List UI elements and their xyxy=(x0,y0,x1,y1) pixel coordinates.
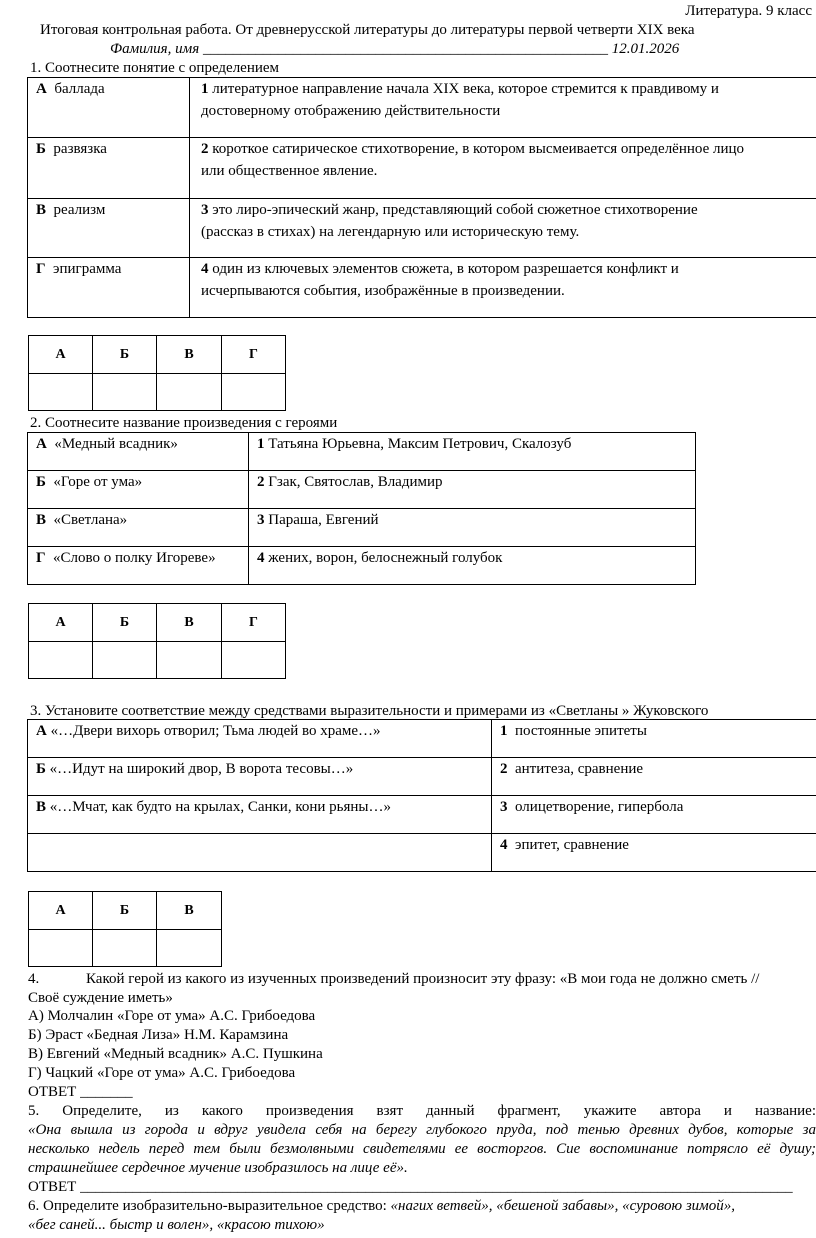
table-row: В «Светлана» 3 Параша, Евгений xyxy=(28,509,696,547)
q4-option-a[interactable]: А) Молчалин «Горе от ума» А.С. Грибоедова xyxy=(28,1008,316,1024)
q4-option-b[interactable]: Б) Эраст «Бедная Лиза» Н.М. Карамзина xyxy=(28,1027,289,1043)
page-title: Итоговая контрольная работа. От древнерусской литературы до литературы первой четверти XIX века xyxy=(40,22,695,38)
q5-quote-line: «Она вышла из города и вдруг увидела себя на берегу глубокого пруда, под тенью древних дубов, которые за xyxy=(28,1122,816,1138)
answer-header: В xyxy=(157,336,222,374)
answer-header: В xyxy=(157,604,222,642)
answer-header: В xyxy=(157,892,222,930)
table-row: А «…Двери вихорь отворил; Тьма людей во храме…» 1 постоянные эпитеты xyxy=(28,720,816,758)
answer-header: А xyxy=(29,336,93,374)
q3-heading: 3. Установите соответствие между средствами выразительности и примерами из «Светланы » Жуковского xyxy=(30,703,709,719)
answer-header: Б xyxy=(93,604,157,642)
table-row: 4 эпитет, сравнение xyxy=(28,834,816,872)
answer-cell[interactable] xyxy=(29,642,93,679)
answer-cell[interactable] xyxy=(157,642,222,679)
q6-question: 6. Определите изобразительно-выразительное средство: «нагих ветвей», «бешеной забавы», «суровою зимой», xyxy=(28,1198,735,1214)
answer-cell[interactable] xyxy=(157,374,222,411)
answer-cell[interactable] xyxy=(222,374,286,411)
answer-cell[interactable] xyxy=(157,930,222,967)
answer-cell[interactable] xyxy=(93,930,157,967)
q4-option-c[interactable]: В) Евгений «Медный всадник» А.С. Пушкина xyxy=(28,1046,323,1062)
q2-table xyxy=(27,432,696,585)
q5-question: 5. Определите, из какого произведения взят данный фрагмент, укажите автора и название: xyxy=(28,1103,816,1119)
q4-option-d[interactable]: Г) Чацкий «Горе от ума» А.С. Грибоедова xyxy=(28,1065,296,1081)
q4-question: Какой герой из какого из изученных произведений произносит эту фразу: «В мои года не должно сметь // xyxy=(86,971,760,987)
table-row: Б «Горе от ума» 2 Гзак, Святослав, Владимир xyxy=(28,471,696,509)
name-field[interactable] xyxy=(110,40,679,58)
answer-header: Б xyxy=(93,336,157,374)
q1-heading: 1. Соотнесите понятие с определением xyxy=(30,60,280,76)
q2-heading: 2. Соотнесите название произведения с героями xyxy=(30,415,338,431)
table-row: Г «Слово о полку Игореве» 4 жених, ворон, белоснежный голубок xyxy=(28,547,696,585)
date: 12.01.2026 xyxy=(611,41,680,57)
answer-cell[interactable] xyxy=(93,642,157,679)
q3-answer-grid xyxy=(28,891,222,967)
name-label: Фамилия, имя xyxy=(110,41,200,57)
answer-header: Б xyxy=(93,892,157,930)
answer-cell[interactable] xyxy=(29,930,93,967)
answer-header: Г xyxy=(222,336,286,374)
q4-number: 4. xyxy=(28,971,40,987)
answer-cell[interactable] xyxy=(29,374,93,411)
q6-question-cont: «бег саней... быстр и волен», «красою тихою» xyxy=(28,1217,325,1233)
q5-quote-line: несколько недель перед тем были безмолвными свидетелями ее восторгов. Сие воспоминание потрясло её душу; xyxy=(28,1141,816,1157)
q4-question-cont: Своё суждение иметь» xyxy=(28,990,173,1006)
table-row: Б развязка 2 короткое сатирическое стихотворение, в котором высмеивается определённое лицо или общественное явление. xyxy=(28,138,816,199)
table-row: В «…Мчат, как будто на крылах, Санки, кони рьяны…» 3 олицетворение, гипербола xyxy=(28,796,816,834)
answer-cell[interactable] xyxy=(222,642,286,679)
q1-table xyxy=(27,77,816,318)
answer-cell[interactable] xyxy=(93,374,157,411)
subject-label: Литература. 9 класс xyxy=(685,3,812,19)
q2-answer-grid xyxy=(28,603,286,679)
answer-header: А xyxy=(29,604,93,642)
table-row: В реализм 3 это лиро-эпический жанр, представляющий собой сюжетное стихотворение (рассказ в стихах) на легендарную или историческую тему. xyxy=(28,199,816,258)
q5-answer-field[interactable]: ОТВЕТ _______________________________________________________________________________________________ xyxy=(28,1179,793,1195)
answer-header: А xyxy=(29,892,93,930)
answer-header: Г xyxy=(222,604,286,642)
q5-quote-line: страшнейшее сердечное мучение изобразилось на лице её». xyxy=(28,1160,408,1176)
q4-answer-field[interactable]: ОТВЕТ _______ xyxy=(28,1084,133,1100)
name-line: ______________________________________________________ xyxy=(202,41,608,57)
q3-table xyxy=(27,719,816,872)
table-row: А «Медный всадник» 1 Татьяна Юрьевна, Максим Петрович, Скалозуб xyxy=(28,433,696,471)
table-row: А баллада 1 литературное направление начала XIX века, которое стремится к правдивому и достоверному отображению действительности xyxy=(28,78,816,138)
table-row: Г эпиграмма 4 один из ключевых элементов сюжета, в котором разрешается конфликт и исчерпываются события, изображённые в произведении. xyxy=(28,258,816,318)
q1-answer-grid xyxy=(28,335,286,411)
table-row: Б «…Идут на широкий двор, В ворота тесовы…» 2 антитеза, сравнение xyxy=(28,758,816,796)
